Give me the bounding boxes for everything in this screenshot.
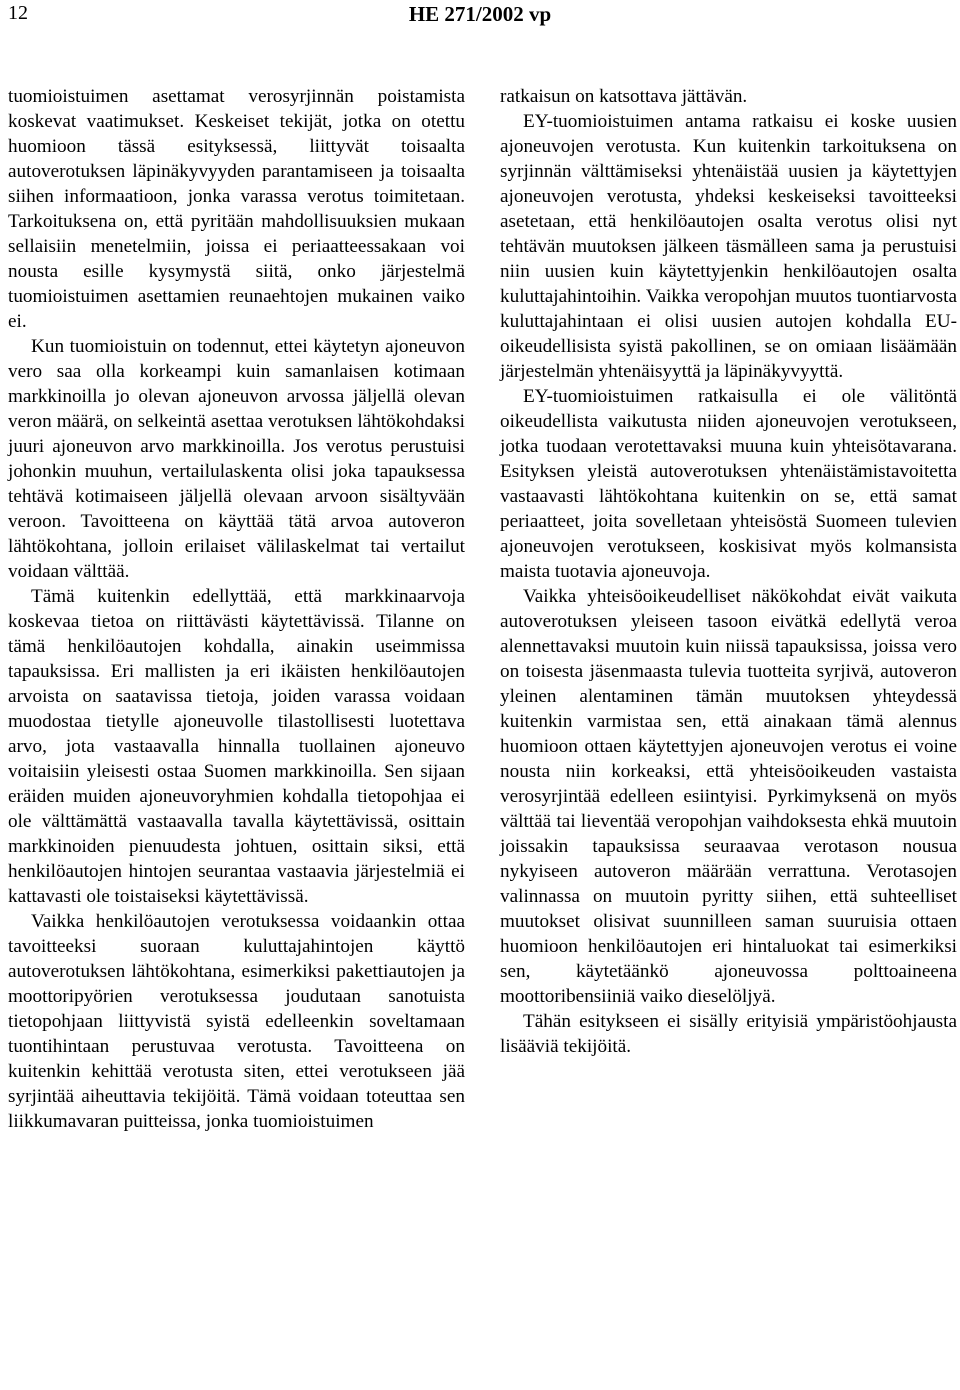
paragraph: ratkaisun on katsottava jättävän. [500, 86, 748, 107]
paragraph: EY-tuomioistuimen ratkaisulla ei ole välitöntä oikeudellista vaikutusta niiden ajoneuvojen verotukseen, jotka tuodaan verotettavaksi muuna kuin yhteisötavarana. Esityksen yleistä autoverotuksen yhtenäistämistavoitetta vastaavasti lähtökohtana kuitenkin on se, että samat periaatteet, joita sovelletaan yhteisöstä Suomeen tulevien ajoneuvojen verotukseen, koskisivat myös kolmansista maista tuotavia ajoneuvoja. [500, 386, 957, 582]
left-column [8, 84, 465, 1134]
paragraph: Vaikka henkilöautojen verotuksessa voidaankin ottaa tavoitteeksi suoraan kuluttajahintojen käyttö autoverotuksen lähtökohtana, esimerkiksi pakettiautojen ja moottoripyörien verotuksessa joudutaan sanotuista tietopohjaan liittyvistä syistä edelleenkin soveltamaan tuontihintaan perustuvaa verotusta. Tavoitteena on kuitenkin kehittää verotusta siten, ettei verotukseen jää syrjintää aiheuttavia tekijöitä. Tämä voidaan toteuttaa sen liikkumavaran puitteissa, jonka tuomioistuimen [8, 911, 465, 1132]
paragraph: Tämä kuitenkin edellyttää, että markkinaarvoja koskevaa tietoa on riittävästi käytettävissä. Tilanne on tämä henkilöautojen kohdalla, ainakin useimmissa tapauksissa. Eri mallisten ja eri ikäisten henkilöautojen arvoista on saatavissa tietoja, joiden varassa voidaan muodostaa tietylle ajoneuvolle tilastollisesti luotettava arvo, jota vastaavalla hinnalla tuollainen ajoneuvo voitaisiin yleisesti ostaa Suomen markkinoilla. Sen sijaan eräiden muiden ajoneuvoryhmien kohdalla tietopohjaa ei ole välttämättä vastaavalla tavalla käytettävissä, osittain markkinoiden pienuudesta johtuen, osittain siksi, että henkilöautojen hintojen seurantaa vastaavia järjestelmiä ei kattavasti ole toistaiseksi käytettävissä. [8, 586, 465, 907]
paragraph: Tähän esitykseen ei sisälly erityisiä ympäristöohjausta lisääviä tekijöitä. [500, 1011, 957, 1057]
page-number: 12 [8, 2, 28, 24]
paragraph: Kun tuomioistuin on todennut, ettei käytetyn ajoneuvon vero saa olla korkeampi kuin samanlaisen kotimaan markkinoilla jo olevan ajoneuvon arvossa jäljellä olevan veron määrä, on selkeintä asettaa verotuksen lähtökohdaksi juuri ajoneuvon arvo markkinoilla. Jos verotus perustuisi johonkin muuhun, vertailulaskenta olisi joka tapauksessa tehtävä kotimaiseen jäljellä olevaan arvoon sisältyvään veroon. Tavoitteena on käyttää tätä arvoa autoveron lähtökohtana, jolloin erilaiset välilaskelmat tai vertailut voidaan välttää. [8, 336, 465, 582]
paragraph: Vaikka yhteisöoikeudelliset näkökohdat eivät vaikuta autoverotuksen yleiseen tasoon eivätkä edellytä veroa alennettavaksi muutoin kuin niissä tapauksissa, joissa vero on toisesta jäsenmaasta tulevia tuotteita syrjivä, autoveron yleinen alentaminen tämän muutoksen yhteydessä kuitenkin varmistaa sen, että ainakaan tämä alennus huomioon ottaen käytettyjen ajoneuvojen verotus ei voine nousta niin korkeaksi, että yhteisöoikeuden vastaista verosyrjintää edelleen esiintyisi. Pyrkimyksenä on myös välttää tai lieventää veropohjan vaihdoksesta ehkä muutoin joissakin tapauksissa seuraavaa verotason nousua nykyiseen autoveron määrään verrattuna. Verotasojen valinnassa on muutoin pyritty siihen, että suhteelliset muutokset olisivat suunnilleen saman suuruisia ottaen huomioon henkilöautojen eri hintaluokat tai esimerkiksi sen, käytetäänkö ajoneuvossa polttoaineena moottoribensiiniä vaiko dieselöljyä. [500, 586, 957, 1007]
paragraph: EY-tuomioistuimen antama ratkaisu ei koske uusien ajoneuvojen verotusta. Kun kuitenkin tarkoituksena on syrjinnän välttämiseksi yhtenäistää uusien ja käytettyjen ajoneuvojen verotusta, yhdeksi keskeiseksi tavoitteeksi asetetaan, että henkilöautojen osalta verotus olisi nyt tehtävän muutoksen jälkeen täsmälleen sama ja perustuisi niin uusien kuin käytettyjenkin henkilöautojen osalta kuluttajahintoihin. Vaikka veropohjan muutos tuontiarvosta kuluttajahintaan ei olisi uusien autojen kohdalla EU-oikeudellisista syistä pakollinen, se on omiaan lisäämään järjestelmän yhtenäisyyttä ja läpinäkyvyyttä. [500, 111, 957, 382]
page-header [0, 0, 960, 30]
document-id: HE 271/2002 vp [408, 2, 552, 26]
right-column [500, 84, 957, 1059]
paragraph: tuomioistuimen asettamat verosyrjinnän poistamista koskevat vaatimukset. Keskeiset tekijät, jotka on otettu huomioon tässä esityksessä, liittyvät toisaalta autoverotuksen läpinäkyvyyden parantamiseen ja toisaalta siihen informaatioon, jonka varassa verotus toimitetaan. Tarkoituksena on, että pyritään mahdollisuuksien mukaan sellaisiin menetelmiin, joissa ei periaatteessakaan voi nousta esille kysymystä siitä, onko järjestelmä tuomioistuimen asettamien reunaehtojen mukainen vaiko ei. [8, 86, 465, 332]
